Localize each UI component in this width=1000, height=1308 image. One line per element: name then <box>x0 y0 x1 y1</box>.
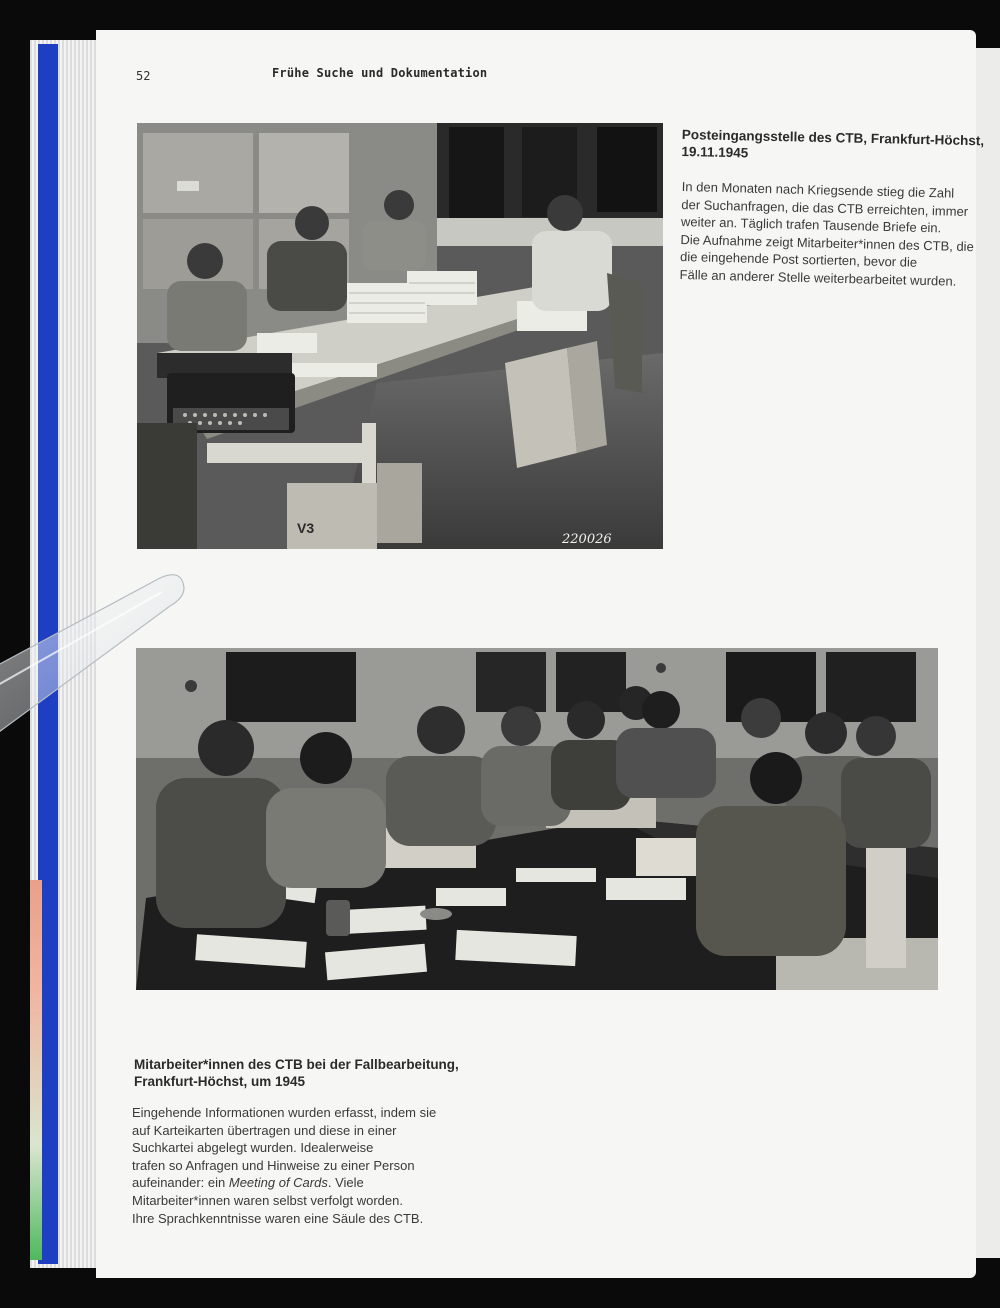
caption-2-title: Mitarbeiter*innen des CTB bei der Fallbearbeitung, Frankfurt-Höchst, um 1945 <box>134 1057 459 1089</box>
page-number: 52 <box>136 69 151 83</box>
photo-case-processing <box>136 648 938 990</box>
caption-2-line-meeting: aufeinander: ein Meeting of Cards. Viele <box>132 1175 364 1191</box>
photo-number-inscription: 220026 <box>562 532 612 547</box>
caption-1-title: Posteingangsstelle des CTB, Frankfurt-Höchst, 19.11.1945 <box>681 126 985 161</box>
caption-2-body: Eingehende Informationen wurden erfasst, indem sie auf Karteikarten übertragen und diese in einer Suchkartei abgelegt wurden. Idealerweise trafen so Anfragen und Hinweise zu einer Person aufeinander: ein Meeting of Cards. Viele Mitarbeiter*innen waren selbst verfolgt worden. Ihre Sprachkenntnisse waren eine Säule des CTB. <box>132 1104 472 1227</box>
colored-edge-stripe <box>30 880 42 1260</box>
photo-mail-sorting <box>137 123 663 549</box>
svg-text:V3: V3 <box>297 520 315 536</box>
running-title: Frühe Suche und Dokumentation <box>272 66 488 80</box>
meeting-of-cards-term: Meeting of Cards <box>228 1175 328 1191</box>
caption-1-body: In den Monaten nach Kriegsende stieg die Zahl der Suchanfragen, die das CTB erreichten, immer weiter an. Täglich trafen Tausende Briefe ein. Die Aufnahme zeigt Mitarbeiter*innen des CTB, die die eingehende Post sortierten, bevor die Fälle an anderer Stelle weiterbearbeitet wurden. <box>679 178 974 289</box>
